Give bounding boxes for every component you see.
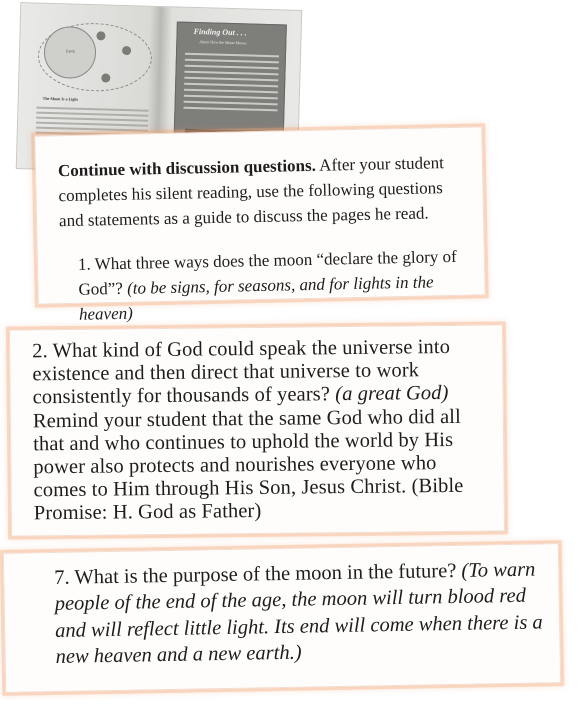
question-number: 1.	[77, 254, 91, 274]
discussion-card-2	[9, 324, 505, 536]
section-heading: The Moon Is a Light	[42, 95, 78, 102]
instructions-heading: Continue with discussion questions.	[57, 155, 317, 181]
question-7	[54, 556, 546, 670]
question-text: What is the purpose of the moon in the future?	[69, 559, 462, 589]
question-number: 2.	[32, 340, 48, 363]
earth-label: Earth	[65, 48, 75, 54]
question-2	[32, 336, 494, 526]
finding-out-lines	[183, 49, 279, 116]
question-answer: (to be signs, for seasons, and for lights in the heaven)	[78, 272, 434, 324]
question-text: What three ways does the moon “declare the glory of God”?	[78, 246, 457, 299]
discussion-card-1	[34, 126, 485, 324]
instructions-text: After your student completes his silent reading, use the following questions and statements as a guide to discuss the pages he read.	[58, 153, 445, 231]
discussion-card-3	[3, 543, 561, 693]
finding-out-title: Finding Out . . .	[193, 26, 247, 38]
question-number: 7.	[54, 566, 70, 589]
question-answer: (To warn people of the end of the age, the moon will turn blood red and will reflect little light. Its end will come when there is a new heaven and a new earth.)	[54, 558, 543, 669]
question-follow-up: Remind your student that the same God who did all that and who continues to uphold the world by His power also protects and nourishes everyone who comes to Him through His Son, Jesus Christ. (Bible Promise: H. God as Father)	[32, 405, 464, 525]
finding-out-subtitle: About How the Moon Moves	[199, 39, 247, 46]
instructions-paragraph	[58, 150, 465, 233]
question-text: What kind of God could speak the universe into existence and then direct that universe to work consistently for thousands of years?	[32, 335, 451, 409]
question-1	[78, 244, 459, 327]
question-answer: (a great God)	[335, 382, 449, 406]
